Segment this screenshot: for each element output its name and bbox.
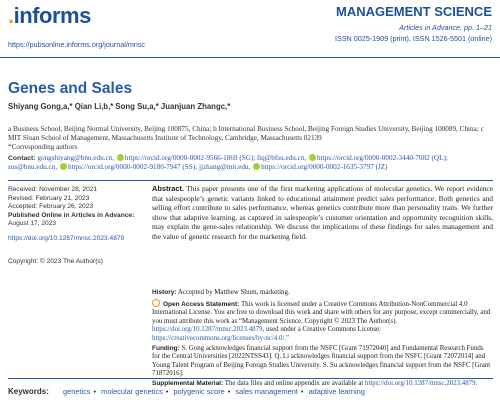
contact-block xyxy=(8,154,493,172)
history-text: Accepted by Matthew Shum, marketing. xyxy=(177,289,290,296)
open-access-row xyxy=(152,299,493,344)
orcid-icon xyxy=(60,163,67,170)
orcid-icon xyxy=(253,163,260,170)
supplemental-label: Supplemental Material: xyxy=(152,379,224,387)
keyword-link[interactable]: adaptive learning xyxy=(308,387,365,396)
funding-row xyxy=(152,345,493,379)
revised-date: Revised: February 21, 2023 xyxy=(8,194,90,202)
article-metadata xyxy=(152,289,493,390)
journal-name: MANAGEMENT SCIENCE xyxy=(335,4,492,19)
articles-in-advance: Articles in Advance, pp. 1–21 xyxy=(399,23,492,32)
orcid-link[interactable]: https://orcid.org/0000-0002-1635-3797 (JZ) xyxy=(261,163,388,172)
orcid-icon xyxy=(117,154,124,161)
email-link[interactable]: gongshiyang@bnu.edu.cn, xyxy=(37,154,115,162)
accepted-date: Accepted: February 26, 2023 xyxy=(8,203,94,211)
abstract-label: Abstract. xyxy=(152,184,185,193)
received-date: Received: November 28, 2021 xyxy=(8,186,98,193)
orcid-link[interactable]: https://orcid.org/0000-0002-9566-1869 (SG); xyxy=(124,154,256,162)
abstract-text: This paper presents one of the first marketing applications of molecular genetics. We report evidence that salespeople’s genetic variants linked to educational attainment predict sales performance. Both genetics and selling effort contribute to sales performance, whereas genetics contribute more than personality traits. We further show that adaptive learning, as captured in salespeople’s customer orientation and opportunity recognition skills, may explain the gene-sales relationship. We discuss the implications of these findings for sales management and the value of genetic research for the marketing field. xyxy=(152,184,493,241)
author-list: Shiyang Gong,a,* Qian Li,b,* Song Su,a,* Juanjuan Zhangc,* xyxy=(8,102,231,111)
issn-line: ISSN 0025-1909 (print), ISSN 1526-5501 (online) xyxy=(334,34,492,43)
keywords-label: Keywords: xyxy=(8,387,49,396)
email-link[interactable]: jjzhang@mit.edu, xyxy=(198,163,251,172)
history-row xyxy=(152,289,493,298)
keyword-link[interactable]: polygenic score xyxy=(173,387,225,396)
license-text: used under a Creative Commons License: xyxy=(265,326,381,334)
divider xyxy=(8,378,493,379)
published-date: August 17, 2023 xyxy=(8,220,57,228)
journal-url-link[interactable]: https://pubsonline.informs.org/journal/mnsc xyxy=(8,40,146,49)
history-sidebar xyxy=(8,186,138,266)
orcid-icon xyxy=(309,154,316,161)
email-link[interactable]: liq@bfsu.edu.cn, xyxy=(257,154,307,162)
corresponding-note: *Corresponding authors xyxy=(8,143,78,152)
funding-label: Funding: xyxy=(152,344,180,352)
divider xyxy=(8,180,493,181)
email-link[interactable]: sus@bnu.edu.cn, xyxy=(8,163,58,172)
keyword-link[interactable]: molecular genetics xyxy=(101,387,163,396)
supplemental-link[interactable]: https://doi.org/10.1287/mnsc.2023.4879. xyxy=(365,379,478,387)
funding-text: S. Gong acknowledges financial support from the NSFC [Grant 71972040] and Fundamental Research Funds for the Central Universities [2022NTSS43]. Q. Li acknowledges financial support from the NSFC [Grant 72072014] and Young Talent Program of Beijing Foreign Studies University. S. Su acknowledges financial support from the NSFC [Grant 71872016]. xyxy=(152,344,491,378)
abstract xyxy=(152,184,493,242)
supplemental-text: The data files and online appendix are available at xyxy=(224,379,364,387)
keyword-link[interactable]: sales management xyxy=(235,387,298,396)
open-access-icon xyxy=(152,299,160,307)
orcid-link[interactable]: https://orcid.org/0000-0002-3440-7082 (QL); xyxy=(317,154,448,162)
journal-header xyxy=(0,0,500,58)
affiliation-text: a Business School, Beijing Normal University, Beijing 100875, China; b International Business School, Beijing Foreign Studies University, Beijing 100089, China; c MIT Sloan School of Management, Massachusetts Institute of Technology, Cambridge, Massachusetts 02139 xyxy=(8,125,484,143)
open-access-text: This work is licensed under a Creative Commons Attribution-NonCommercial 4.0 International License. You are free to download this work and share with others for any purpose, except commercially, and you must attribute this work as “Management Science. Copyright © 2023 The Author(s). xyxy=(152,300,491,325)
orcid-link[interactable]: https://orcid.org/0000-0002-9180-7947 (SS); xyxy=(67,163,198,172)
contact-label: Contact: xyxy=(8,155,36,162)
copyright-notice: Copyright: © 2023 The Author(s) xyxy=(8,257,103,265)
informs-logo[interactable]: .informs xyxy=(8,3,91,28)
keyword-link[interactable]: genetics xyxy=(62,387,91,396)
open-access-label: Open Access Statement: xyxy=(163,300,240,308)
published-label: Published Online in Articles in Advance: xyxy=(8,211,135,219)
license-link[interactable]: https://creativecommons.org/licenses/by-nc/4.0/.” xyxy=(152,334,290,342)
history-label: History: xyxy=(152,289,177,296)
doi-link[interactable]: https://doi.org/10.1287/mnsc.2023.4879, xyxy=(152,326,265,334)
article-title: Genes and Sales xyxy=(8,80,133,97)
keywords: Keywords: genetics • molecular genetics • polygenic score • sales management • adaptive learning xyxy=(8,387,365,396)
doi-link[interactable]: https://doi.org/10.1287/mnsc.2023.4879 xyxy=(8,234,125,242)
affiliations xyxy=(8,125,493,153)
